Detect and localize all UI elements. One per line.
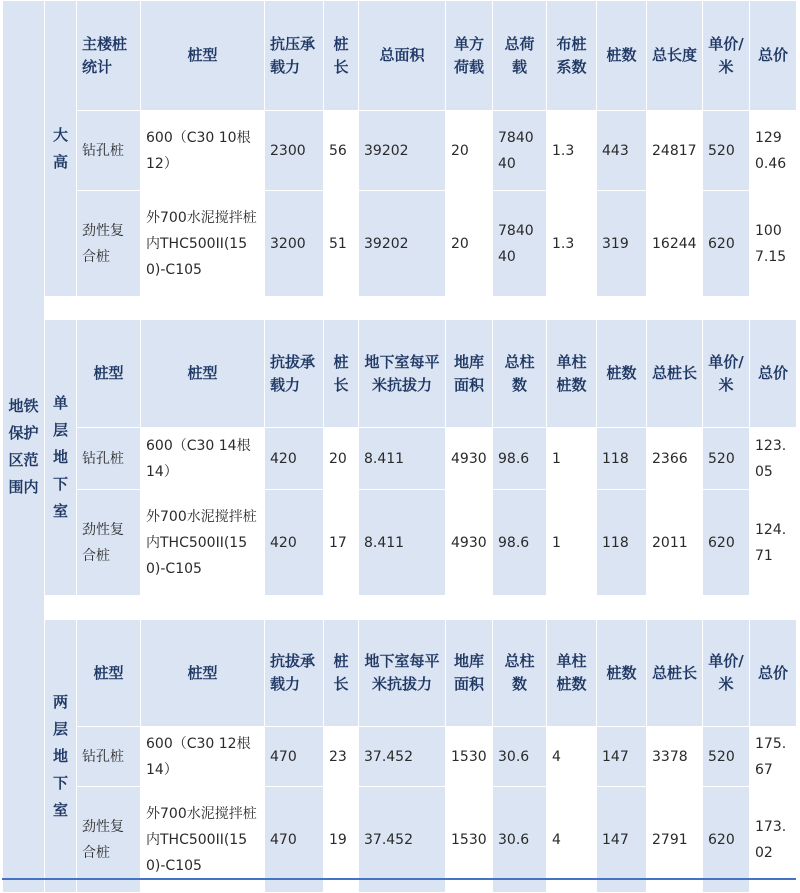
table-cell: 620: [703, 490, 750, 596]
table-cell: 劲性复合桩: [77, 191, 141, 297]
table-cell: 19: [324, 787, 359, 893]
table-cell: 520: [703, 727, 750, 787]
table-cell: 钻孔桩: [77, 111, 141, 191]
header-cell: 桩长: [324, 320, 359, 428]
table-header-row: [3, 1, 797, 111]
spacer-cell: [45, 297, 797, 320]
table-cell: 4: [547, 787, 597, 893]
bottom-divider: [2, 878, 796, 880]
header-cell: 总柱数: [493, 320, 547, 428]
header-cell: 单柱桩数: [547, 620, 597, 727]
table-cell: 2300: [265, 111, 324, 191]
table-cell: 37.452: [359, 787, 446, 893]
table-cell: 147: [597, 787, 647, 893]
table-cell: 劲性复合桩: [77, 490, 141, 596]
table-row: [3, 727, 797, 787]
header-cell: 单柱桩数: [547, 320, 597, 428]
table-cell: 4930: [446, 490, 493, 596]
header-cell: 总柱数: [493, 620, 547, 727]
header-cell: 总长度: [647, 1, 703, 111]
table-cell: 98.6: [493, 490, 547, 596]
table-cell: 98.6: [493, 428, 547, 490]
header-cell: 抗拔承载力: [265, 320, 324, 428]
header-cell: 桩长: [324, 620, 359, 727]
table-cell: 39202: [359, 111, 446, 191]
header-cell: 桩数: [597, 620, 647, 727]
table-cell: 520: [703, 428, 750, 490]
spacer-row: [3, 297, 797, 320]
table-cell: 2366: [647, 428, 703, 490]
table-cell: 147: [597, 727, 647, 787]
header-cell: 桩型: [141, 320, 265, 428]
table-cell: 2011: [647, 490, 703, 596]
table-cell: 620: [703, 787, 750, 893]
table-cell: 173.02: [750, 787, 797, 893]
section-label-double-basement: 两层地下室: [45, 620, 77, 893]
spacer-cell: [45, 596, 797, 620]
table-cell: 470: [265, 787, 324, 893]
header-cell: 地下室每平米抗拔力: [359, 620, 446, 727]
table-cell: 外700水泥搅拌桩内THC500II(150)-C105: [141, 191, 265, 297]
table-cell: 8.411: [359, 428, 446, 490]
table-cell: 124.71: [750, 490, 797, 596]
table-cell: 784040: [493, 111, 547, 191]
table-cell: 420: [265, 428, 324, 490]
table-cell: 24817: [647, 111, 703, 191]
header-cell: 单方荷载: [446, 1, 493, 111]
table-cell: 2791: [647, 787, 703, 893]
table-cell: 17: [324, 490, 359, 596]
table-cell: 4: [547, 727, 597, 787]
header-cell: 桩型: [77, 620, 141, 727]
table-cell: 1290.46: [750, 111, 797, 191]
table-cell: 123.05: [750, 428, 797, 490]
table-cell: 470: [265, 727, 324, 787]
table-cell: 钻孔桩: [77, 727, 141, 787]
table-cell: 1530: [446, 787, 493, 893]
header-cell: 总面积: [359, 1, 446, 111]
table-cell: 23: [324, 727, 359, 787]
header-cell: 布桩系数: [547, 1, 597, 111]
table-cell: 784040: [493, 191, 547, 297]
table-cell: 劲性复合桩: [77, 787, 141, 893]
header-cell: 总桩长: [647, 620, 703, 727]
section-label-single-basement: 单层地下室: [45, 320, 77, 596]
table-cell: 8.411: [359, 490, 446, 596]
section-label-main-building: 大高: [45, 1, 77, 297]
spacer-row: [3, 596, 797, 620]
table-cell: 520: [703, 111, 750, 191]
table-cell: 20: [324, 428, 359, 490]
header-cell: 总荷载: [493, 1, 547, 111]
table-cell: 1.3: [547, 111, 597, 191]
table-row: [3, 428, 797, 490]
table-cell: 外700水泥搅拌桩内THC500II(150)-C105: [141, 490, 265, 596]
table-cell: 1007.15: [750, 191, 797, 297]
table-cell: 39202: [359, 191, 446, 297]
table-cell: 420: [265, 490, 324, 596]
table-header-row: [3, 320, 797, 428]
table-cell: 30.6: [493, 787, 547, 893]
table-cell: 20: [446, 191, 493, 297]
table-cell: 20: [446, 111, 493, 191]
table-row: [3, 787, 797, 893]
table-cell: 16244: [647, 191, 703, 297]
header-cell: 地库面积: [446, 320, 493, 428]
table-header-row: [3, 620, 797, 727]
header-cell: 总价: [750, 620, 797, 727]
header-cell: 地下室每平米抗拔力: [359, 320, 446, 428]
table-cell: 118: [597, 490, 647, 596]
pile-cost-table: [2, 0, 797, 893]
header-cell: 地库面积: [446, 620, 493, 727]
table-cell: 1: [547, 428, 597, 490]
header-cell: 单价/米: [703, 620, 750, 727]
table-cell: 56: [324, 111, 359, 191]
header-cell: 总桩长: [647, 320, 703, 428]
table-cell: 1.3: [547, 191, 597, 297]
table-cell: 51: [324, 191, 359, 297]
table-cell: 3200: [265, 191, 324, 297]
table-cell: 620: [703, 191, 750, 297]
table-cell: 3378: [647, 727, 703, 787]
header-cell: 桩长: [324, 1, 359, 111]
header-cell: 单价/米: [703, 320, 750, 428]
header-cell: 总价: [750, 320, 797, 428]
table-cell: 600（C30 12根14）: [141, 727, 265, 787]
table-cell: 600（C30 10根12）: [141, 111, 265, 191]
table-cell: 37.452: [359, 727, 446, 787]
header-cell: 桩型: [141, 620, 265, 727]
table-cell: 1530: [446, 727, 493, 787]
header-cell: 桩型: [77, 320, 141, 428]
header-cell: 主楼桩统计: [77, 1, 141, 111]
table-cell: 175.67: [750, 727, 797, 787]
table-cell: 118: [597, 428, 647, 490]
header-cell: 抗拔承载力: [265, 620, 324, 727]
header-cell: 桩数: [597, 1, 647, 111]
table-cell: 1: [547, 490, 597, 596]
table-row: [3, 111, 797, 191]
header-cell: 总价: [750, 1, 797, 111]
region-label: 地铁保护区范围内: [3, 1, 45, 893]
table-cell: 外700水泥搅拌桩内THC500II(150)-C105: [141, 787, 265, 893]
table-row: [3, 191, 797, 297]
header-cell: 桩数: [597, 320, 647, 428]
table-cell: 319: [597, 191, 647, 297]
table-row: [3, 490, 797, 596]
table-cell: 30.6: [493, 727, 547, 787]
table-cell: 4930: [446, 428, 493, 490]
table-cell: 600（C30 14根14）: [141, 428, 265, 490]
header-cell: 桩型: [141, 1, 265, 111]
table-cell: 443: [597, 111, 647, 191]
table-cell: 钻孔桩: [77, 428, 141, 490]
header-cell: 抗压承载力: [265, 1, 324, 111]
header-cell: 单价/米: [703, 1, 750, 111]
